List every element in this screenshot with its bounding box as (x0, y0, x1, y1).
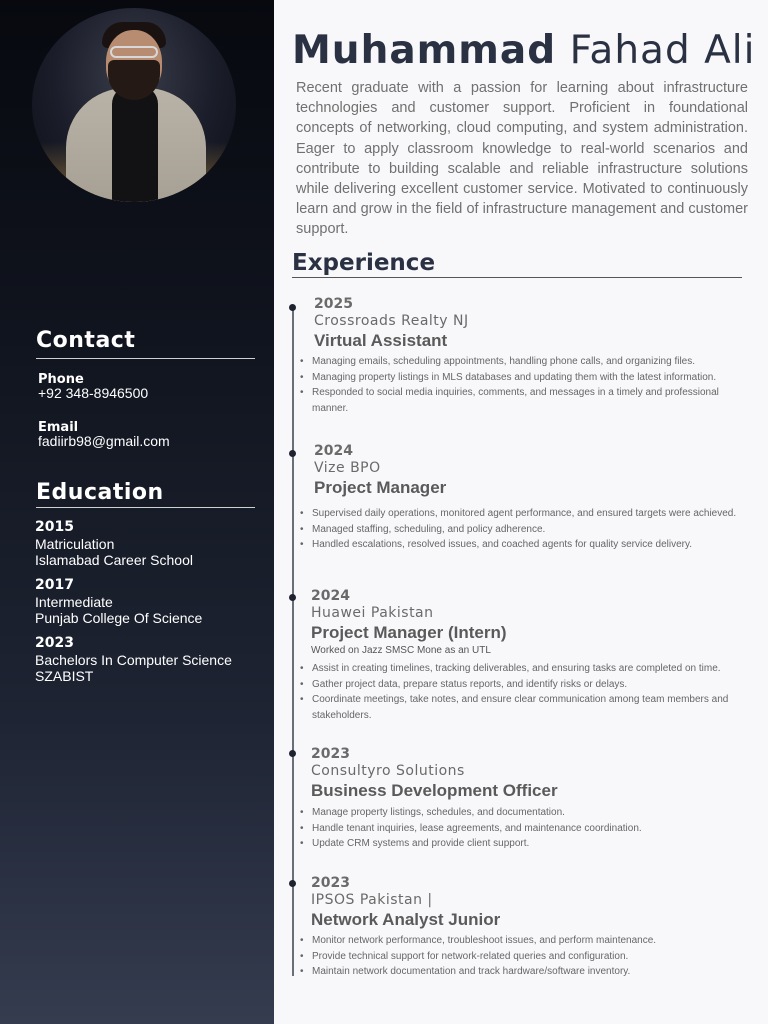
job-year: 2023 (311, 746, 350, 762)
job-entry (311, 746, 751, 852)
job-bullet: • Responded to social media inquiries, comments, and messages in a timely and professional manner. (300, 385, 746, 416)
full-name (292, 28, 755, 73)
job-year: 2025 (314, 296, 353, 312)
education-item (35, 577, 265, 626)
job-bullet: • Managing emails, scheduling appointments, handling phone calls, and organizing files. (300, 354, 746, 370)
education-item (35, 519, 265, 568)
job-bullet: • Supervised daily operations, monitored agent performance, and ensured targets were achieved. (300, 506, 746, 522)
education-degree: Bachelors In Computer Science (35, 652, 232, 668)
education-school: SZABIST (35, 668, 94, 684)
education-year: 2015 (35, 519, 74, 535)
email-value[interactable]: fadiirb98@gmail.com (38, 433, 170, 449)
job-role: Project Manager (Intern) (311, 623, 507, 642)
job-entry (314, 296, 746, 416)
job-role: Virtual Assistant (314, 331, 448, 350)
job-bullet: • Assist in creating timelines, tracking deliverables, and ensuring tasks are completed on time. (300, 661, 751, 677)
contact-divider (36, 358, 255, 359)
job-bullet: • Handled escalations, resolved issues, and coached agents for quality service delivery. (300, 537, 746, 553)
job-bullet: • Manage property listings, schedules, and documentation. (300, 805, 751, 821)
sidebar (0, 0, 274, 1024)
job-bullet: • Provide technical support for network-related queries and configuration. (300, 949, 751, 965)
job-entry (311, 875, 751, 980)
timeline-dot (289, 450, 296, 457)
education-item (35, 635, 265, 684)
education-school: Islamabad Career School (35, 552, 193, 568)
last-name: Fahad Ali (569, 28, 756, 73)
job-bullet: • Managing property listings in MLS databases and updating them with the latest information. (300, 370, 746, 386)
education-heading: Education (36, 480, 164, 505)
timeline-dot (289, 304, 296, 311)
job-role: Network Analyst Junior (311, 910, 501, 929)
first-name: Muhammad (292, 28, 557, 73)
education-year: 2017 (35, 577, 74, 593)
job-bullets (300, 506, 746, 553)
education-school: Punjab College Of Science (35, 610, 203, 626)
job-bullet: • Maintain network documentation and track hardware/software inventory. (300, 964, 751, 980)
job-year: 2023 (311, 875, 350, 891)
job-bullets (300, 661, 751, 723)
contact-heading: Contact (36, 328, 136, 353)
education-divider (36, 507, 255, 508)
experience-divider (292, 277, 742, 278)
timeline-dot (289, 880, 296, 887)
email-label: Email (38, 420, 79, 435)
experience-heading: Experience (292, 250, 436, 276)
timeline-line (292, 306, 294, 976)
job-role: Business Development Officer (311, 781, 558, 800)
job-bullets (300, 354, 746, 416)
job-bullet: • Gather project data, prepare status reports, and identify risks or delays. (300, 677, 751, 693)
education-year: 2023 (35, 635, 74, 651)
job-bullets (300, 933, 751, 980)
job-year: 2024 (311, 588, 350, 604)
education-degree: Matriculation (35, 536, 115, 552)
job-bullet: • Update CRM systems and provide client support. (300, 836, 751, 852)
profile-summary: Recent graduate with a passion for learning about infrastructure technologies and customer support. Proficient in foundational concepts of networking, cloud computing, and system administration. Eager to apply classroom knowledge to real-world scenarios and contribute to building scalable and reliable infrastructure solutions while delivering excellent customer service. Motivated to continuously learn and grow in the field of infrastructure management and customer support. (296, 80, 748, 238)
job-bullets (300, 805, 751, 852)
job-bullet: • Monitor network performance, troubleshoot issues, and perform maintenance. (300, 933, 751, 949)
timeline-dot (289, 594, 296, 601)
job-entry (314, 443, 746, 553)
job-year: 2024 (314, 443, 353, 459)
job-bullet: • Handle tenant inquiries, lease agreements, and maintenance coordination. (300, 821, 751, 837)
job-note: Worked on Jazz SMSC Mone as an UTL (311, 645, 491, 656)
job-bullet: • Coordinate meetings, take notes, and ensure clear communication among team members and stakeholders. (300, 692, 751, 723)
phone-label: Phone (38, 372, 84, 387)
job-company: IPSOS Pakistan | (311, 892, 433, 908)
job-company: Crossroads Realty NJ (314, 313, 469, 329)
job-bullet: • Managed staffing, scheduling, and policy adherence. (300, 522, 746, 538)
job-company: Consultyro Solutions (311, 763, 465, 779)
profile-photo (32, 8, 236, 202)
phone-value[interactable]: +92 348-8946500 (38, 385, 149, 401)
job-role: Project Manager (314, 478, 447, 497)
job-company: Huawei Pakistan (311, 605, 434, 621)
timeline-dot (289, 750, 296, 757)
job-entry (311, 588, 751, 723)
job-company: Vize BPO (314, 460, 381, 476)
education-degree: Intermediate (35, 594, 113, 610)
